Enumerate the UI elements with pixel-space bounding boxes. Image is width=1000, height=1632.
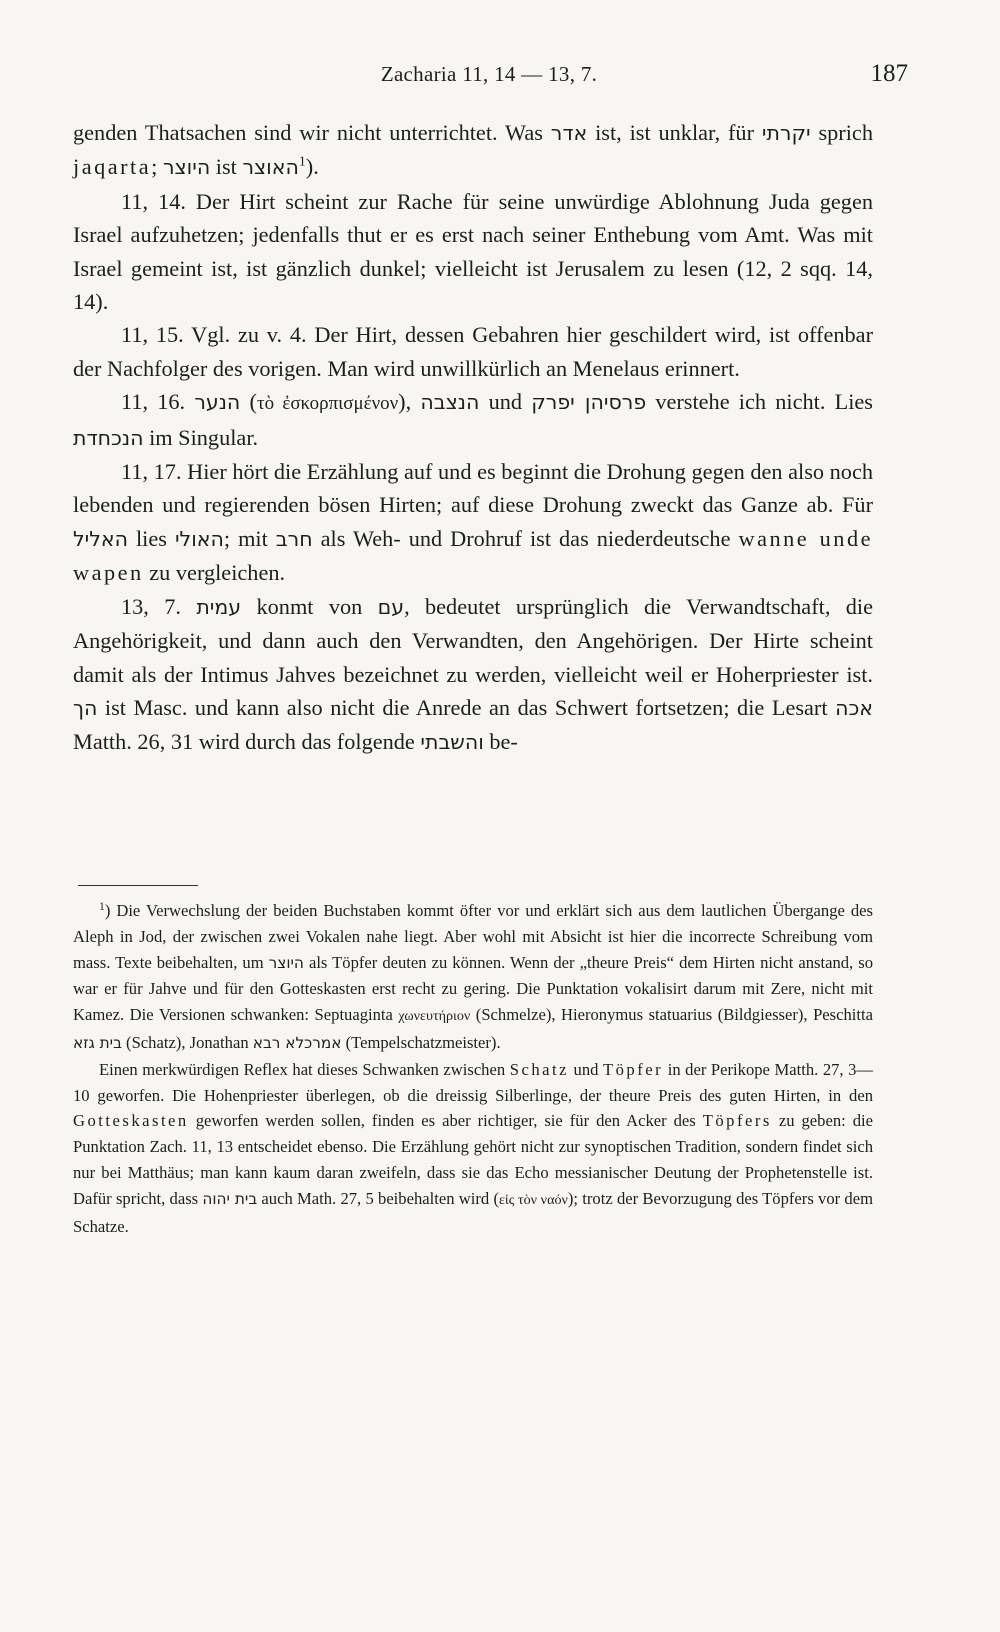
page-header xyxy=(70,60,908,96)
text-run: sprich xyxy=(810,120,873,145)
text-run: ) Die Verwechslung der beiden Buchstaben kommt öfter vor und erklärt sich aus dem lautlichen Übergange des Aleph in Jod, der zwischen zwei Vokalen nahe liegt. Aber wohl mit Absicht ist hier die incorrecte Schreibung vom mass. Texte beibehalten, um xyxy=(73,901,873,972)
syriac-word: בית גזא xyxy=(73,1033,122,1052)
paragraph-continuation xyxy=(73,116,873,185)
hebrew-word: בית יהוה xyxy=(202,1189,258,1208)
text-run: 13, 7. xyxy=(121,593,197,619)
hebrew-word: פרסיהן יפרק xyxy=(531,390,647,415)
greek-phrase: εἰς τὸν ναόν xyxy=(498,1191,568,1208)
hebrew-word: האולי xyxy=(174,526,224,551)
text-run: 11, 17. Hier hört die Erzählung auf und es beginnt die Drohung gegen den also noch lebenden und regierenden bösen Hirten; auf diese Drohung zweckt das Ganze ab. Für xyxy=(73,459,873,518)
text-run: ); trotz der Bevorzugung des Töpfers vor dem Schatze. xyxy=(73,1188,873,1236)
footnotes xyxy=(73,898,873,1239)
text-run: be- xyxy=(483,729,518,755)
text-run: als Töpfer deuten zu können. Wenn der „theure Preis“ dem Hirten nicht anstand, so war er für Jahve und für den Gotteskasten erst recht zu gering. Die Punktation vokalisirt darum mit Zere, nicht mit Kamez. Die Versionen schwanken: Septuaginta xyxy=(73,952,873,1025)
hebrew-word: היוצר xyxy=(162,155,211,180)
paragraph-11-15: 11, 15. Vgl. zu v. 4. Der Hirt, dessen Gebahren hier geschildert wird, ist offenbar der Nachfolger des vorigen. Man wird unwillkürlich an Menelaus erinnert. xyxy=(73,322,873,381)
text-run: ). xyxy=(305,154,319,180)
hebrew-word: האוצר xyxy=(242,155,299,180)
text-run: verstehe ich nicht. Lies xyxy=(646,389,873,415)
text-run: ist xyxy=(210,154,243,180)
footnote-1 xyxy=(73,898,873,1057)
hebrew-word: יקרתי xyxy=(761,121,811,145)
spaced-word: Töpfers xyxy=(702,1111,772,1131)
text-run: (Schmelze), Hieronymus statuarius (Bildgiesser), Peschitta xyxy=(470,1005,873,1025)
hebrew-word: והשבתי xyxy=(420,730,484,755)
hebrew-word: היוצר xyxy=(268,953,304,972)
spaced-word: Töpfer xyxy=(602,1059,664,1079)
paragraph-11-17 xyxy=(73,455,873,590)
text-run: ist Masc. und kann also nicht die Anrede an das Schwert fortsetzen; die Lesart xyxy=(97,694,836,720)
hebrew-word: אדר xyxy=(550,121,588,145)
text-run: ; mit xyxy=(223,525,276,551)
footnote-rule xyxy=(78,885,198,886)
text-run: Einen merkwürdigen Reflex hat dieses Schwanken zwischen xyxy=(99,1059,510,1079)
text-run: auch Math. 27, 5 beibehalten wird ( xyxy=(257,1188,499,1208)
paragraph-11-14: 11, 14. Der Hirt scheint zur Rache für seine unwürdige Ablohnung Juda gegen Israel aufzuhetzen; jedenfalls thut er es erst nach seiner Enthebung vom Amt. Was mit Israel gemeint ist, ist gänzlich dunkel; vielleicht ist Jerusalem zu lesen (12, 2 sqq. 14, 14). xyxy=(73,188,873,315)
hebrew-word: האליל xyxy=(73,526,128,551)
text-run: im Singular. xyxy=(143,424,259,450)
hebrew-word: חרב xyxy=(275,526,313,551)
running-title: Zacharia 11, 14 — 13, 7. xyxy=(380,62,598,86)
text-run: 11, 16. xyxy=(121,389,195,415)
text-run: ; xyxy=(151,154,163,180)
main-text xyxy=(73,116,873,760)
footnote-number: 1 xyxy=(99,900,105,914)
spaced-word: Gotteskasten xyxy=(73,1111,189,1131)
hebrew-word: הך xyxy=(73,695,98,720)
paragraph-11-16 xyxy=(73,385,873,455)
text-run: , bedeutet ursprünglich die Verwandtschaft, die Angehörigkeit, und dann auch den Verwandten, den Angehörigen. Der Hirte scheint damit als der Intimus Jahves bezeichnet zu werden, vielleicht weil er Hoherpriester ist. xyxy=(73,593,873,687)
hebrew-word: הנער xyxy=(194,390,241,415)
footnote-continuation xyxy=(73,1057,873,1240)
text-run: ), xyxy=(398,389,421,415)
footnote-marker: 1 xyxy=(298,154,306,170)
spaced-phrase: wanne unde wapen xyxy=(73,525,873,586)
spaced-word: Schatz xyxy=(509,1059,569,1079)
text-run: konmt von xyxy=(241,593,378,619)
text-run: und xyxy=(568,1059,603,1079)
text-run: zu vergleichen. xyxy=(143,560,286,586)
text-run: Matth. 26, 31 wird durch das folgende xyxy=(73,729,421,755)
text-run: als Weh- und Drohruf ist das niederdeutsche xyxy=(312,525,739,551)
text-run: genden Thatsachen sind wir nicht unterrichtet. Was xyxy=(73,120,551,145)
text-run: zu geben: die Punktation Zach. 11, 13 entscheidet ebenso. Die Erzählung gehört nicht zur synoptischen Tradition, sondern findet sich nur bei Matthäus; man kann kaum daran zweifeln, dass sie das Echo messianischer Deutung der Prophetenstelle ist. Dafür spricht, dass xyxy=(73,1111,873,1208)
hebrew-word: הנצבה xyxy=(420,390,480,415)
hebrew-word: הנכחדת xyxy=(73,425,144,450)
text-run: in der Perikope Matth. 27, 3—10 geworfen. Die Hohenpriester überlegen, ob die dreissig Silberlinge, der theure Preis des guten Hirten, in den xyxy=(73,1059,874,1105)
text-run: geworfen werden sollen, finden es aber richtiger, sie für den Acker des xyxy=(188,1111,703,1131)
paragraph-13-7 xyxy=(73,590,873,760)
text-run: ist, ist unklar, für xyxy=(587,120,762,145)
text-run: (Tempelschatzmeister). xyxy=(341,1032,501,1052)
text-run: lies xyxy=(127,525,175,551)
text-run: und xyxy=(479,389,532,415)
hebrew-word: אכה xyxy=(835,695,873,720)
greek-phrase: τὸ ἐσκορπισμένον xyxy=(256,393,399,415)
text-run: ( xyxy=(240,389,257,415)
spaced-word: jaqarta xyxy=(73,154,152,180)
text-run: (Schatz), Jonathan xyxy=(121,1032,253,1052)
hebrew-word: עם xyxy=(377,594,405,619)
aramaic-word: אמרכלא רבא xyxy=(252,1033,342,1052)
greek-word: χωνευτήριον xyxy=(398,1008,471,1025)
hebrew-word: עמית xyxy=(196,594,242,619)
page-number: 187 xyxy=(870,60,908,87)
